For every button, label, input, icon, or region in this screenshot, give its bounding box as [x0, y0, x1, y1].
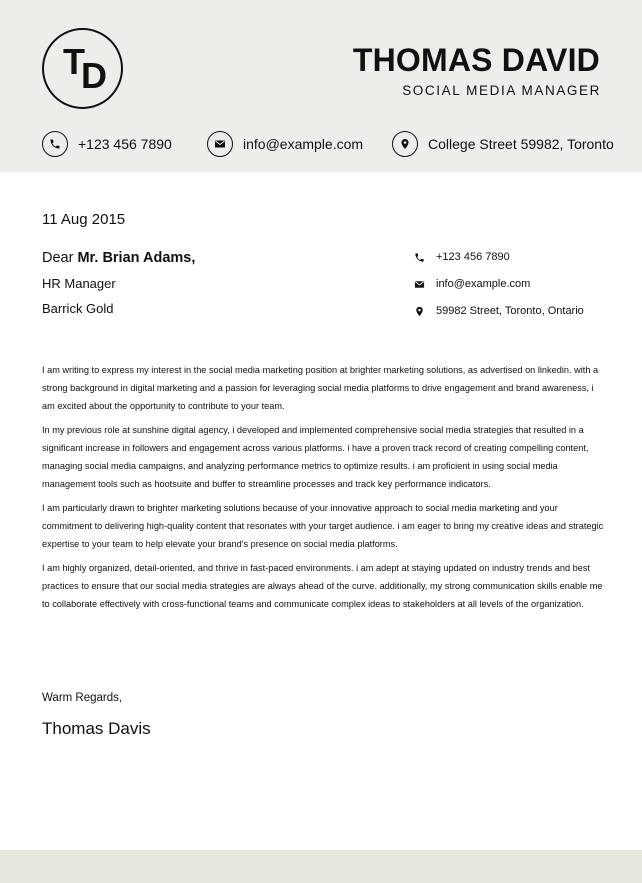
header-contact-email[interactable] [207, 131, 363, 157]
recipient-name: Mr. Brian Adams, [77, 250, 196, 266]
body-paragraph: I am writing to express my interest in the social media marketing position at brighter marketing solutions, as advertised on linkedin. with a strong background in digital marketing and a passion for leveraging social media platforms to drive engagement and brand awareness, i am excited about the opportunity to contribute to your team. [42, 365, 599, 411]
header-phone-text: +123 456 7890 [78, 136, 172, 152]
applicant-role: SOCIAL MEDIA MANAGER [402, 83, 601, 98]
header-contact-phone[interactable] [42, 131, 172, 157]
envelope-icon [414, 279, 425, 290]
phone-icon [42, 131, 68, 157]
location-pin-icon [414, 306, 425, 317]
envelope-icon [207, 131, 233, 157]
recipient-company: Barrick Gold [42, 301, 114, 316]
header-email-text: info@example.com [243, 136, 364, 152]
phone-icon [414, 252, 425, 263]
recipient-contact-address[interactable] [414, 304, 584, 318]
letter-date: 11 Aug 2015 [42, 211, 126, 228]
salutation [42, 251, 195, 266]
recipient-contact-email[interactable] [414, 277, 530, 291]
letter-body [42, 361, 604, 619]
footer-band [0, 850, 642, 883]
closing: Warm Regards, [42, 692, 123, 704]
header-address-text: College Street 59982, Toronto [428, 136, 614, 152]
recipient-contact-phone[interactable] [414, 250, 510, 264]
body-paragraph: In my previous role at sunshine digital agency, i developed and implemented comprehensive social media strategies that resulted in a significant increase in followers and engagement across various platforms. i have a proven track record of creating compelling content, managing social media campaigns, and analyzing performance metrics to optimize results. i am proficient in using social media management tools such as hootsuite and buffer to streamline processes and track key performance indicators. [42, 425, 589, 489]
body-paragraph: I am particularly drawn to brighter marketing solutions because of your innovative approach to social media marketing and your commitment to delivering high-quality content that resonates with your target audience. i am eager to bring my creative ideas and strategic expertise to your team to help elevate your brand's presence on social media platforms. [42, 503, 604, 549]
recipient-phone-text: +123 456 7890 [436, 250, 510, 263]
applicant-name: THOMAS DAVID [352, 42, 600, 78]
header-contact-address[interactable] [392, 131, 614, 157]
header-band [0, 0, 642, 172]
body-paragraph: I am highly organized, detail-oriented, and thrive in fast-paced environments. i am adept at staying updated on industry trends and best practices to ensure that our social media strategies are always ahead of the curve. additionally, my strong communication skills enable me to collaborate effectively with cross-functional teams and communicate complex ideas to stakeholders at all levels of the organization. [42, 563, 603, 609]
monogram-first-letter: T [63, 41, 85, 82]
location-pin-icon [392, 131, 418, 157]
recipient-address-text: 59982 Street, Toronto, Ontario [436, 304, 584, 317]
signer-name: Thomas Davis [42, 719, 151, 738]
salutation-word: Dear [42, 250, 74, 266]
recipient-email-text: info@example.com [436, 277, 531, 290]
recipient-title: HR Manager [42, 276, 116, 291]
monogram-second-letter: D [81, 55, 107, 96]
monogram-logo [42, 28, 123, 109]
